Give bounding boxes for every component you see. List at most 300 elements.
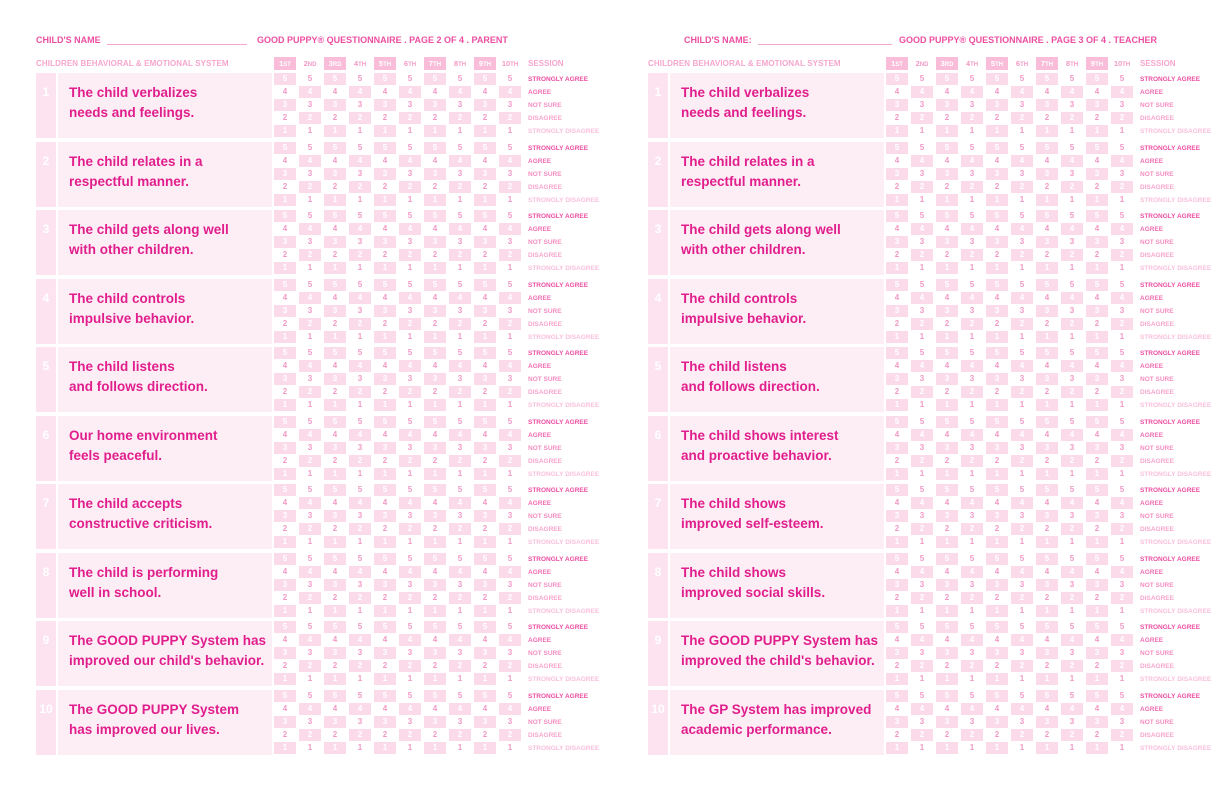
rating-option[interactable]: 5 [274, 484, 296, 496]
rating-option[interactable]: 2 [282, 250, 288, 259]
rating-option[interactable]: 2 [482, 661, 488, 670]
rating-option[interactable]: 1 [1069, 263, 1075, 272]
rating-option[interactable]: 3 [424, 373, 446, 385]
rating-option[interactable]: 3 [407, 237, 413, 246]
rating-option[interactable]: 5 [969, 416, 975, 426]
rating-option[interactable]: 3 [307, 511, 313, 520]
rating-option[interactable]: 4 [382, 703, 388, 713]
rating-option[interactable]: 3 [1119, 305, 1125, 315]
rating-option[interactable]: 1 [407, 468, 413, 478]
rating-option[interactable]: 4 [282, 566, 288, 576]
rating-option[interactable]: 1 [986, 194, 1008, 206]
rating-option[interactable]: 4 [399, 86, 421, 98]
rating-option[interactable]: 5 [936, 347, 958, 359]
rating-option[interactable]: 1 [886, 125, 908, 137]
rating-option[interactable]: 4 [349, 703, 371, 715]
rating-option[interactable]: 1 [886, 331, 908, 343]
rating-option[interactable]: 2 [994, 387, 1000, 396]
rating-option[interactable]: 3 [969, 716, 975, 726]
rating-option[interactable]: 4 [994, 361, 1000, 370]
rating-option[interactable]: 3 [1036, 442, 1058, 454]
rating-option[interactable]: 5 [507, 622, 513, 631]
rating-option[interactable]: 2 [332, 592, 338, 602]
rating-option[interactable]: 5 [307, 348, 313, 357]
rating-option[interactable]: 2 [482, 592, 488, 602]
rating-option[interactable]: 3 [374, 510, 396, 522]
rating-option[interactable]: 4 [894, 566, 900, 576]
rating-option[interactable]: 2 [449, 249, 471, 261]
rating-option[interactable]: 1 [407, 194, 413, 204]
rating-option[interactable]: 3 [886, 442, 908, 454]
rating-option[interactable]: 5 [986, 142, 1008, 154]
rating-option[interactable]: 4 [349, 497, 371, 509]
rating-option[interactable]: 5 [1086, 279, 1108, 291]
rating-option[interactable]: 5 [357, 142, 363, 152]
rating-option[interactable]: 2 [1044, 729, 1050, 739]
rating-option[interactable]: 3 [407, 716, 413, 726]
rating-option[interactable]: 1 [986, 673, 1008, 685]
rating-option[interactable]: 2 [994, 250, 1000, 259]
rating-option[interactable]: 5 [457, 211, 463, 220]
rating-option[interactable]: 5 [1086, 73, 1108, 85]
rating-option[interactable]: 5 [1019, 622, 1025, 631]
rating-option[interactable]: 1 [324, 262, 346, 274]
rating-option[interactable]: 2 [894, 181, 900, 191]
rating-option[interactable]: 4 [332, 292, 338, 302]
rating-option[interactable]: 3 [357, 579, 363, 589]
rating-option[interactable]: 3 [424, 510, 446, 522]
rating-option[interactable]: 3 [274, 579, 296, 591]
rating-option[interactable]: 5 [474, 279, 496, 291]
rating-option[interactable]: 2 [961, 386, 983, 398]
rating-option[interactable]: 4 [894, 292, 900, 302]
rating-option[interactable]: 3 [424, 579, 446, 591]
rating-option[interactable]: 3 [357, 168, 363, 178]
rating-option[interactable]: 5 [1119, 211, 1125, 220]
rating-option[interactable]: 3 [324, 99, 346, 111]
rating-option[interactable]: 1 [936, 468, 958, 480]
rating-option[interactable]: 3 [919, 305, 925, 315]
rating-option[interactable]: 2 [332, 455, 338, 465]
rating-option[interactable]: 3 [274, 236, 296, 248]
rating-option[interactable]: 3 [307, 374, 313, 383]
rating-option[interactable]: 1 [919, 263, 925, 272]
rating-option[interactable]: 4 [911, 566, 933, 578]
rating-option[interactable]: 4 [349, 360, 371, 372]
rating-option[interactable]: 3 [474, 647, 496, 659]
rating-option[interactable]: 3 [936, 373, 958, 385]
rating-option[interactable]: 3 [457, 579, 463, 589]
rating-option[interactable]: 1 [1086, 605, 1108, 617]
rating-option[interactable]: 1 [457, 331, 463, 341]
rating-option[interactable]: 4 [1044, 566, 1050, 576]
rating-option[interactable]: 1 [1069, 674, 1075, 683]
rating-option[interactable]: 3 [986, 305, 1008, 317]
rating-option[interactable]: 1 [457, 400, 463, 409]
rating-option[interactable]: 2 [1061, 455, 1083, 467]
rating-option[interactable]: 5 [457, 553, 463, 563]
rating-option[interactable]: 2 [449, 729, 471, 741]
rating-option[interactable]: 4 [944, 566, 950, 576]
rating-option[interactable]: 4 [961, 634, 983, 646]
rating-option[interactable]: 5 [936, 416, 958, 428]
rating-option[interactable]: 3 [1086, 510, 1108, 522]
rating-option[interactable]: 1 [1119, 331, 1125, 341]
rating-option[interactable]: 4 [1061, 634, 1083, 646]
rating-option[interactable]: 5 [307, 485, 313, 494]
rating-option[interactable]: 1 [474, 468, 496, 480]
rating-option[interactable]: 1 [424, 673, 446, 685]
rating-option[interactable]: 3 [969, 168, 975, 178]
rating-option[interactable]: 3 [457, 511, 463, 520]
rating-option[interactable]: 3 [1086, 716, 1108, 728]
rating-option[interactable]: 3 [474, 99, 496, 111]
rating-option[interactable]: 4 [894, 429, 900, 439]
rating-option[interactable]: 4 [994, 566, 1000, 576]
rating-option[interactable]: 5 [457, 690, 463, 700]
rating-option[interactable]: 5 [919, 690, 925, 700]
rating-option[interactable]: 3 [1019, 648, 1025, 657]
rating-option[interactable]: 1 [919, 605, 925, 615]
rating-option[interactable]: 4 [299, 703, 321, 715]
rating-option[interactable]: 4 [961, 429, 983, 441]
rating-option[interactable]: 5 [324, 621, 346, 633]
rating-option[interactable]: 2 [944, 661, 950, 670]
rating-option[interactable]: 4 [1011, 223, 1033, 235]
rating-option[interactable]: 2 [1061, 660, 1083, 672]
rating-option[interactable]: 4 [299, 360, 321, 372]
rating-option[interactable]: 1 [1069, 468, 1075, 478]
rating-option[interactable]: 3 [1119, 442, 1125, 452]
rating-option[interactable]: 3 [1119, 168, 1125, 178]
rating-option[interactable]: 4 [961, 360, 983, 372]
rating-option[interactable]: 2 [482, 524, 488, 533]
rating-option[interactable]: 1 [357, 126, 363, 135]
rating-option[interactable]: 5 [274, 347, 296, 359]
rating-option[interactable]: 3 [274, 99, 296, 111]
rating-option[interactable]: 4 [349, 634, 371, 646]
rating-option[interactable]: 1 [407, 605, 413, 615]
rating-option[interactable]: 3 [919, 511, 925, 520]
rating-option[interactable]: 3 [324, 510, 346, 522]
rating-option[interactable]: 5 [424, 553, 446, 565]
rating-option[interactable]: 3 [357, 511, 363, 520]
rating-option[interactable]: 2 [961, 249, 983, 261]
rating-option[interactable]: 2 [961, 592, 983, 604]
rating-option[interactable]: 1 [424, 536, 446, 548]
rating-option[interactable]: 5 [374, 621, 396, 633]
rating-option[interactable]: 3 [507, 237, 513, 246]
rating-option[interactable]: 2 [1044, 455, 1050, 465]
rating-option[interactable]: 5 [507, 485, 513, 494]
rating-option[interactable]: 3 [1119, 100, 1125, 109]
rating-option[interactable]: 5 [507, 279, 513, 289]
rating-option[interactable]: 4 [1044, 361, 1050, 370]
rating-option[interactable]: 2 [449, 523, 471, 535]
rating-option[interactable]: 3 [457, 648, 463, 657]
rating-option[interactable]: 2 [299, 592, 321, 604]
rating-option[interactable]: 2 [382, 318, 388, 328]
rating-option[interactable]: 2 [282, 318, 288, 328]
rating-option[interactable]: 2 [1094, 524, 1100, 533]
rating-option[interactable]: 4 [299, 566, 321, 578]
rating-option[interactable]: 1 [1019, 400, 1025, 409]
rating-option[interactable]: 1 [274, 399, 296, 411]
rating-option[interactable]: 1 [507, 194, 513, 204]
rating-option[interactable]: 1 [986, 536, 1008, 548]
rating-option[interactable]: 3 [969, 579, 975, 589]
rating-option[interactable]: 3 [374, 168, 396, 180]
rating-option[interactable]: 5 [986, 416, 1008, 428]
rating-option[interactable]: 1 [1036, 262, 1058, 274]
rating-option[interactable]: 5 [1086, 621, 1108, 633]
rating-option[interactable]: 3 [307, 237, 313, 246]
rating-option[interactable]: 5 [1086, 484, 1108, 496]
rating-option[interactable]: 3 [307, 100, 313, 109]
rating-option[interactable]: 1 [886, 262, 908, 274]
rating-option[interactable]: 1 [274, 194, 296, 206]
rating-option[interactable]: 5 [919, 622, 925, 631]
rating-option[interactable]: 5 [1036, 621, 1058, 633]
rating-option[interactable]: 1 [986, 125, 1008, 137]
rating-option[interactable]: 5 [1069, 142, 1075, 152]
rating-option[interactable]: 5 [969, 74, 975, 83]
rating-option[interactable]: 3 [1119, 237, 1125, 246]
rating-option[interactable]: 3 [424, 442, 446, 454]
rating-option[interactable]: 3 [1069, 442, 1075, 452]
rating-option[interactable]: 5 [274, 73, 296, 85]
rating-option[interactable]: 5 [1119, 622, 1125, 631]
rating-option[interactable]: 1 [324, 742, 346, 754]
rating-option[interactable]: 4 [1011, 360, 1033, 372]
rating-option[interactable]: 2 [961, 455, 983, 467]
rating-option[interactable]: 4 [399, 429, 421, 441]
rating-option[interactable]: 3 [357, 648, 363, 657]
rating-option[interactable]: 5 [457, 142, 463, 152]
rating-option[interactable]: 3 [357, 374, 363, 383]
rating-option[interactable]: 1 [324, 125, 346, 137]
rating-option[interactable]: 3 [1036, 579, 1058, 591]
rating-option[interactable]: 4 [299, 429, 321, 441]
rating-option[interactable]: 5 [374, 484, 396, 496]
rating-option[interactable]: 1 [374, 468, 396, 480]
rating-option[interactable]: 1 [507, 400, 513, 409]
rating-option[interactable]: 5 [324, 73, 346, 85]
rating-option[interactable]: 4 [944, 429, 950, 439]
rating-option[interactable]: 4 [1011, 703, 1033, 715]
rating-option[interactable]: 4 [1111, 566, 1133, 578]
rating-option[interactable]: 5 [424, 416, 446, 428]
rating-option[interactable]: 2 [894, 387, 900, 396]
rating-option[interactable]: 3 [407, 305, 413, 315]
rating-option[interactable]: 1 [407, 126, 413, 135]
rating-option[interactable]: 5 [407, 211, 413, 220]
rating-option[interactable]: 1 [936, 605, 958, 617]
rating-option[interactable]: 2 [282, 524, 288, 533]
rating-option[interactable]: 3 [886, 510, 908, 522]
rating-option[interactable]: 2 [482, 387, 488, 396]
rating-option[interactable]: 2 [944, 592, 950, 602]
rating-option[interactable]: 5 [474, 621, 496, 633]
rating-option[interactable]: 5 [424, 484, 446, 496]
rating-option[interactable]: 2 [349, 249, 371, 261]
rating-option[interactable]: 2 [894, 661, 900, 670]
rating-option[interactable]: 3 [1036, 236, 1058, 248]
rating-option[interactable]: 5 [1069, 553, 1075, 563]
rating-option[interactable]: 1 [886, 194, 908, 206]
rating-option[interactable]: 1 [307, 263, 313, 272]
rating-option[interactable]: 4 [432, 87, 438, 96]
rating-option[interactable]: 4 [399, 360, 421, 372]
rating-option[interactable]: 4 [299, 497, 321, 509]
rating-option[interactable]: 5 [969, 553, 975, 563]
rating-option[interactable]: 4 [349, 86, 371, 98]
rating-option[interactable]: 4 [944, 361, 950, 370]
rating-option[interactable]: 1 [374, 194, 396, 206]
rating-option[interactable]: 1 [936, 262, 958, 274]
rating-option[interactable]: 1 [324, 399, 346, 411]
rating-option[interactable]: 1 [1019, 742, 1025, 752]
rating-option[interactable]: 1 [886, 605, 908, 617]
rating-option[interactable]: 5 [474, 347, 496, 359]
rating-option[interactable]: 2 [911, 660, 933, 672]
rating-option[interactable]: 1 [969, 331, 975, 341]
rating-option[interactable]: 1 [969, 126, 975, 135]
rating-option[interactable]: 3 [986, 236, 1008, 248]
rating-option[interactable]: 1 [886, 673, 908, 685]
rating-option[interactable]: 4 [1011, 497, 1033, 509]
rating-option[interactable]: 5 [407, 485, 413, 494]
rating-option[interactable]: 5 [919, 279, 925, 289]
rating-option[interactable]: 5 [457, 279, 463, 289]
rating-option[interactable]: 3 [919, 100, 925, 109]
rating-option[interactable]: 5 [1036, 484, 1058, 496]
rating-option[interactable]: 1 [1086, 468, 1108, 480]
rating-option[interactable]: 5 [886, 279, 908, 291]
rating-option[interactable]: 5 [886, 416, 908, 428]
rating-option[interactable]: 3 [986, 168, 1008, 180]
rating-option[interactable]: 3 [424, 99, 446, 111]
rating-option[interactable]: 4 [1011, 155, 1033, 167]
rating-option[interactable]: 5 [474, 210, 496, 222]
rating-option[interactable]: 2 [282, 181, 288, 191]
rating-option[interactable]: 2 [349, 112, 371, 124]
rating-option[interactable]: 3 [969, 442, 975, 452]
rating-option[interactable]: 1 [919, 331, 925, 341]
rating-option[interactable]: 1 [969, 468, 975, 478]
rating-option[interactable]: 1 [374, 536, 396, 548]
rating-option[interactable]: 5 [474, 553, 496, 565]
rating-option[interactable]: 3 [274, 716, 296, 728]
rating-option[interactable]: 5 [424, 142, 446, 154]
rating-option[interactable]: 3 [374, 305, 396, 317]
rating-option[interactable]: 5 [307, 211, 313, 220]
rating-option[interactable]: 3 [274, 305, 296, 317]
rating-option[interactable]: 4 [1061, 566, 1083, 578]
rating-option[interactable]: 4 [382, 87, 388, 96]
rating-option[interactable]: 4 [282, 703, 288, 713]
rating-option[interactable]: 2 [994, 181, 1000, 191]
rating-option[interactable]: 4 [1044, 429, 1050, 439]
rating-option[interactable]: 4 [449, 223, 471, 235]
rating-option[interactable]: 5 [986, 210, 1008, 222]
rating-option[interactable]: 5 [1069, 74, 1075, 83]
rating-option[interactable]: 1 [457, 468, 463, 478]
rating-option[interactable]: 2 [911, 455, 933, 467]
rating-option[interactable]: 3 [507, 648, 513, 657]
rating-option[interactable]: 1 [407, 331, 413, 341]
rating-option[interactable]: 5 [424, 621, 446, 633]
rating-option[interactable]: 4 [911, 292, 933, 304]
rating-option[interactable]: 5 [1086, 142, 1108, 154]
rating-option[interactable]: 3 [424, 236, 446, 248]
rating-option[interactable]: 5 [507, 211, 513, 220]
rating-option[interactable]: 3 [969, 511, 975, 520]
rating-option[interactable]: 1 [969, 194, 975, 204]
rating-option[interactable]: 5 [357, 622, 363, 631]
rating-option[interactable]: 1 [1036, 605, 1058, 617]
rating-option[interactable]: 5 [919, 416, 925, 426]
rating-option[interactable]: 1 [357, 468, 363, 478]
rating-option[interactable]: 1 [986, 605, 1008, 617]
rating-option[interactable]: 3 [1086, 236, 1108, 248]
rating-option[interactable]: 3 [886, 305, 908, 317]
rating-option[interactable]: 4 [1111, 292, 1133, 304]
rating-option[interactable]: 1 [357, 331, 363, 341]
rating-option[interactable]: 3 [274, 442, 296, 454]
rating-option[interactable]: 1 [919, 537, 925, 546]
rating-option[interactable]: 3 [886, 373, 908, 385]
rating-option[interactable]: 2 [399, 112, 421, 124]
rating-option[interactable]: 4 [282, 224, 288, 233]
rating-option[interactable]: 2 [449, 181, 471, 193]
rating-option[interactable]: 3 [374, 647, 396, 659]
rating-option[interactable]: 4 [994, 635, 1000, 644]
rating-option[interactable]: 5 [424, 690, 446, 702]
rating-option[interactable]: 3 [274, 168, 296, 180]
rating-option[interactable]: 4 [994, 224, 1000, 233]
rating-option[interactable]: 4 [1011, 634, 1033, 646]
rating-option[interactable]: 4 [299, 155, 321, 167]
rating-option[interactable]: 3 [986, 510, 1008, 522]
rating-option[interactable]: 3 [1119, 374, 1125, 383]
rating-option[interactable]: 5 [474, 690, 496, 702]
rating-option[interactable]: 5 [1019, 74, 1025, 83]
rating-option[interactable]: 5 [407, 622, 413, 631]
rating-option[interactable]: 2 [894, 455, 900, 465]
rating-option[interactable]: 3 [1119, 511, 1125, 520]
rating-option[interactable]: 2 [282, 387, 288, 396]
rating-option[interactable]: 2 [432, 250, 438, 259]
rating-option[interactable]: 2 [1111, 181, 1133, 193]
rating-option[interactable]: 4 [1044, 155, 1050, 165]
rating-option[interactable]: 4 [382, 498, 388, 507]
rating-option[interactable]: 1 [374, 673, 396, 685]
rating-option[interactable]: 3 [374, 579, 396, 591]
rating-option[interactable]: 2 [449, 455, 471, 467]
rating-option[interactable]: 1 [1036, 536, 1058, 548]
rating-option[interactable]: 5 [886, 553, 908, 565]
rating-option[interactable]: 1 [374, 125, 396, 137]
rating-option[interactable]: 1 [986, 399, 1008, 411]
rating-option[interactable]: 5 [1069, 416, 1075, 426]
rating-option[interactable]: 1 [307, 605, 313, 615]
rating-option[interactable]: 4 [332, 703, 338, 713]
rating-option[interactable]: 2 [894, 729, 900, 739]
rating-option[interactable]: 2 [1111, 523, 1133, 535]
rating-option[interactable]: 5 [886, 347, 908, 359]
rating-option[interactable]: 3 [374, 442, 396, 454]
